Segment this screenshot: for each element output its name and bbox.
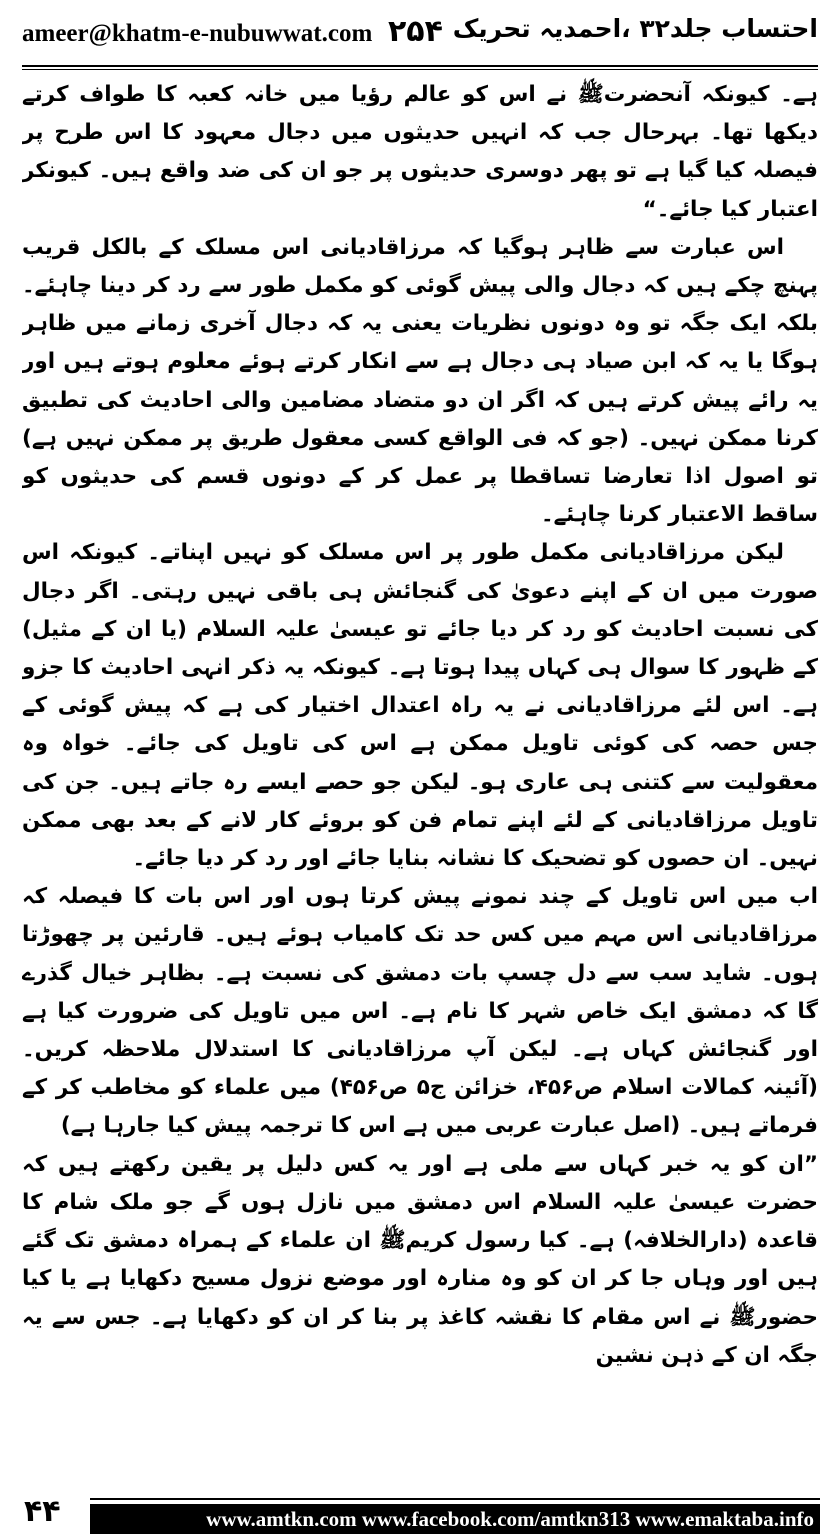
footer-links: www.amtkn.com www.facebook.com/amtkn313 www.emaktaba.info [90,1504,820,1534]
paragraph-2: اس عبارت سے ظاہر ہوگیا کہ مرزاقادیانی اس مسلک کے بالکل قریب پہنچ چکے ہیں کہ دجال والی پیش گوئی کو مکمل طور سے رد کر دینا چاہئے۔ بلکہ ایک جگہ تو وہ دونوں نظریات یعنی یہ کہ دجال آخری زمانے میں ظاہر ہوگا یا یہ کہ ابن صیاد ہی دجال ہے سے انکار کرتے ہوئے معلوم ہوتے ہیں اور یہ رائے پیش کرتے ہیں کہ اگر ان دو متضاد مضامین والی احادیث کی تطبیق کرنا ممکن نہیں۔ (جو کہ فی الواقع کسی معقول طریق پر ممکن نہیں ہے) تو اصول اذا تعارضا تساقطا پر عمل کر کے دونوں قسم کی حدیثوں کو ساقط الاعتبار کرنا چاہئے۔ [22,234,818,528]
footer-page-number: ۴۴ [24,1494,61,1529]
paragraph-4: اب میں اس تاویل کے چند نمونے پیش کرتا ہوں اور اس بات کا فیصلہ کہ مرزاقادیانی اس مہم میں کس حد تک کامیاب ہوئے ہیں۔ قارئین پر چھوڑتا ہوں۔ شاید سب سے دل چسپ بات دمشق کی نسبت ہے۔ بظاہر خیال گذرے گا کہ دمشق ایک خاص شہر کا نام ہے۔ اس میں تاویل کی ضرورت کیا ہے اور گنجائش کہاں ہے۔ لیکن آپ مرزاقادیانی کا استدلال ملاحظہ کریں۔ (آئینہ کمالات اسلام ص۴۵۶، خزائن ج۵ ص۴۵۶) میں علماء کو مخاطب کر کے فرماتے ہیں۔ (اصل عبارت عربی میں ہے اس کا ترجمہ پیش کیا جارہا ہے) [22,884,818,1139]
page-body [22,76,818,1478]
header-title: احتساب جلد۳۲ ،احمدیہ تحریک [452,14,818,43]
page-footer [0,1488,840,1540]
paragraph-1: ہے۔ کیونکہ آنحضرتﷺ نے اس کو عالم رؤیا میں خانہ کعبہ کا طواف کرتے دیکھا تھا۔ بہرحال جب کہ انہیں حدیثوں میں دجال معہود کا اس طرح پر فیصلہ کیا گیا ہے تو پھر دوسری حدیثوں پر جو ان کی ضد واقع ہیں۔ کیونکر اعتبار کیا جائے۔“ [22,82,818,222]
header-email: ameer@khatm-e-nubuwwat.com [22,20,373,47]
page-header [0,0,840,72]
header-page-number: ۲۵۴ [388,14,443,49]
paragraph-3: لیکن مرزاقادیانی مکمل طور پر اس مسلک کو نہیں اپناتے۔ کیونکہ اس صورت میں ان کے اپنے دعویٰ کی گنجائش ہی باقی نہیں رہتی۔ اگر دجال کی نسبت احادیث کو رد کر دیا جائے تو عیسیٰ علیہ السلام (یا ان کے مثیل) کے ظہور کا سوال ہی کہاں پیدا ہوتا ہے۔ کیونکہ یہ ذکر انہی احادیث کا جزو ہے۔ اس لئے مرزاقادیانی نے یہ راہ اعتدال اختیار کی ہے کہ پیش گوئی کے جس حصہ کی کوئی تاویل ممکن ہے اس کی تاویل کی جائے۔ خواہ وہ معقولیت سے کتنی ہی عاری ہو۔ لیکن جو حصے ایسے رہ جاتے ہیں۔ جن کی تاویل مرزاقادیانی کے لئے اپنے تمام فن کو بروئے کار لانے کے بعد بھی ممکن نہیں۔ ان حصوں کو تضحیک کا نشانہ بنایا جائے اور رد کر دیا جائے۔ [22,540,818,872]
header-rule-thin [22,69,818,70]
header-rule [22,65,818,67]
footer-rule [90,1498,820,1500]
paragraph-5-quote: ”ان کو یہ خبر کہاں سے ملی ہے اور یہ کس دلیل پر یقین رکھتے ہیں کہ حضرت عیسیٰ علیہ السلام اس دمشق میں نازل ہوں گے جو ملک شام کا قاعدہ (دارالخلافہ) ہے۔ کیا رسول کریمﷺ ان علماء کے ہمراہ دمشق تک گئے ہیں اور وہاں جا کر ان کو وہ منارہ اور موضع نزول مسیح دکھایا ہے یا کیا حضورﷺ نے اس مقام کا نقشہ کاغذ پر بنا کر ان کو دکھایا ہے۔ جس سے یہ جگہ ان کے ذہن نشین [22,1151,818,1368]
